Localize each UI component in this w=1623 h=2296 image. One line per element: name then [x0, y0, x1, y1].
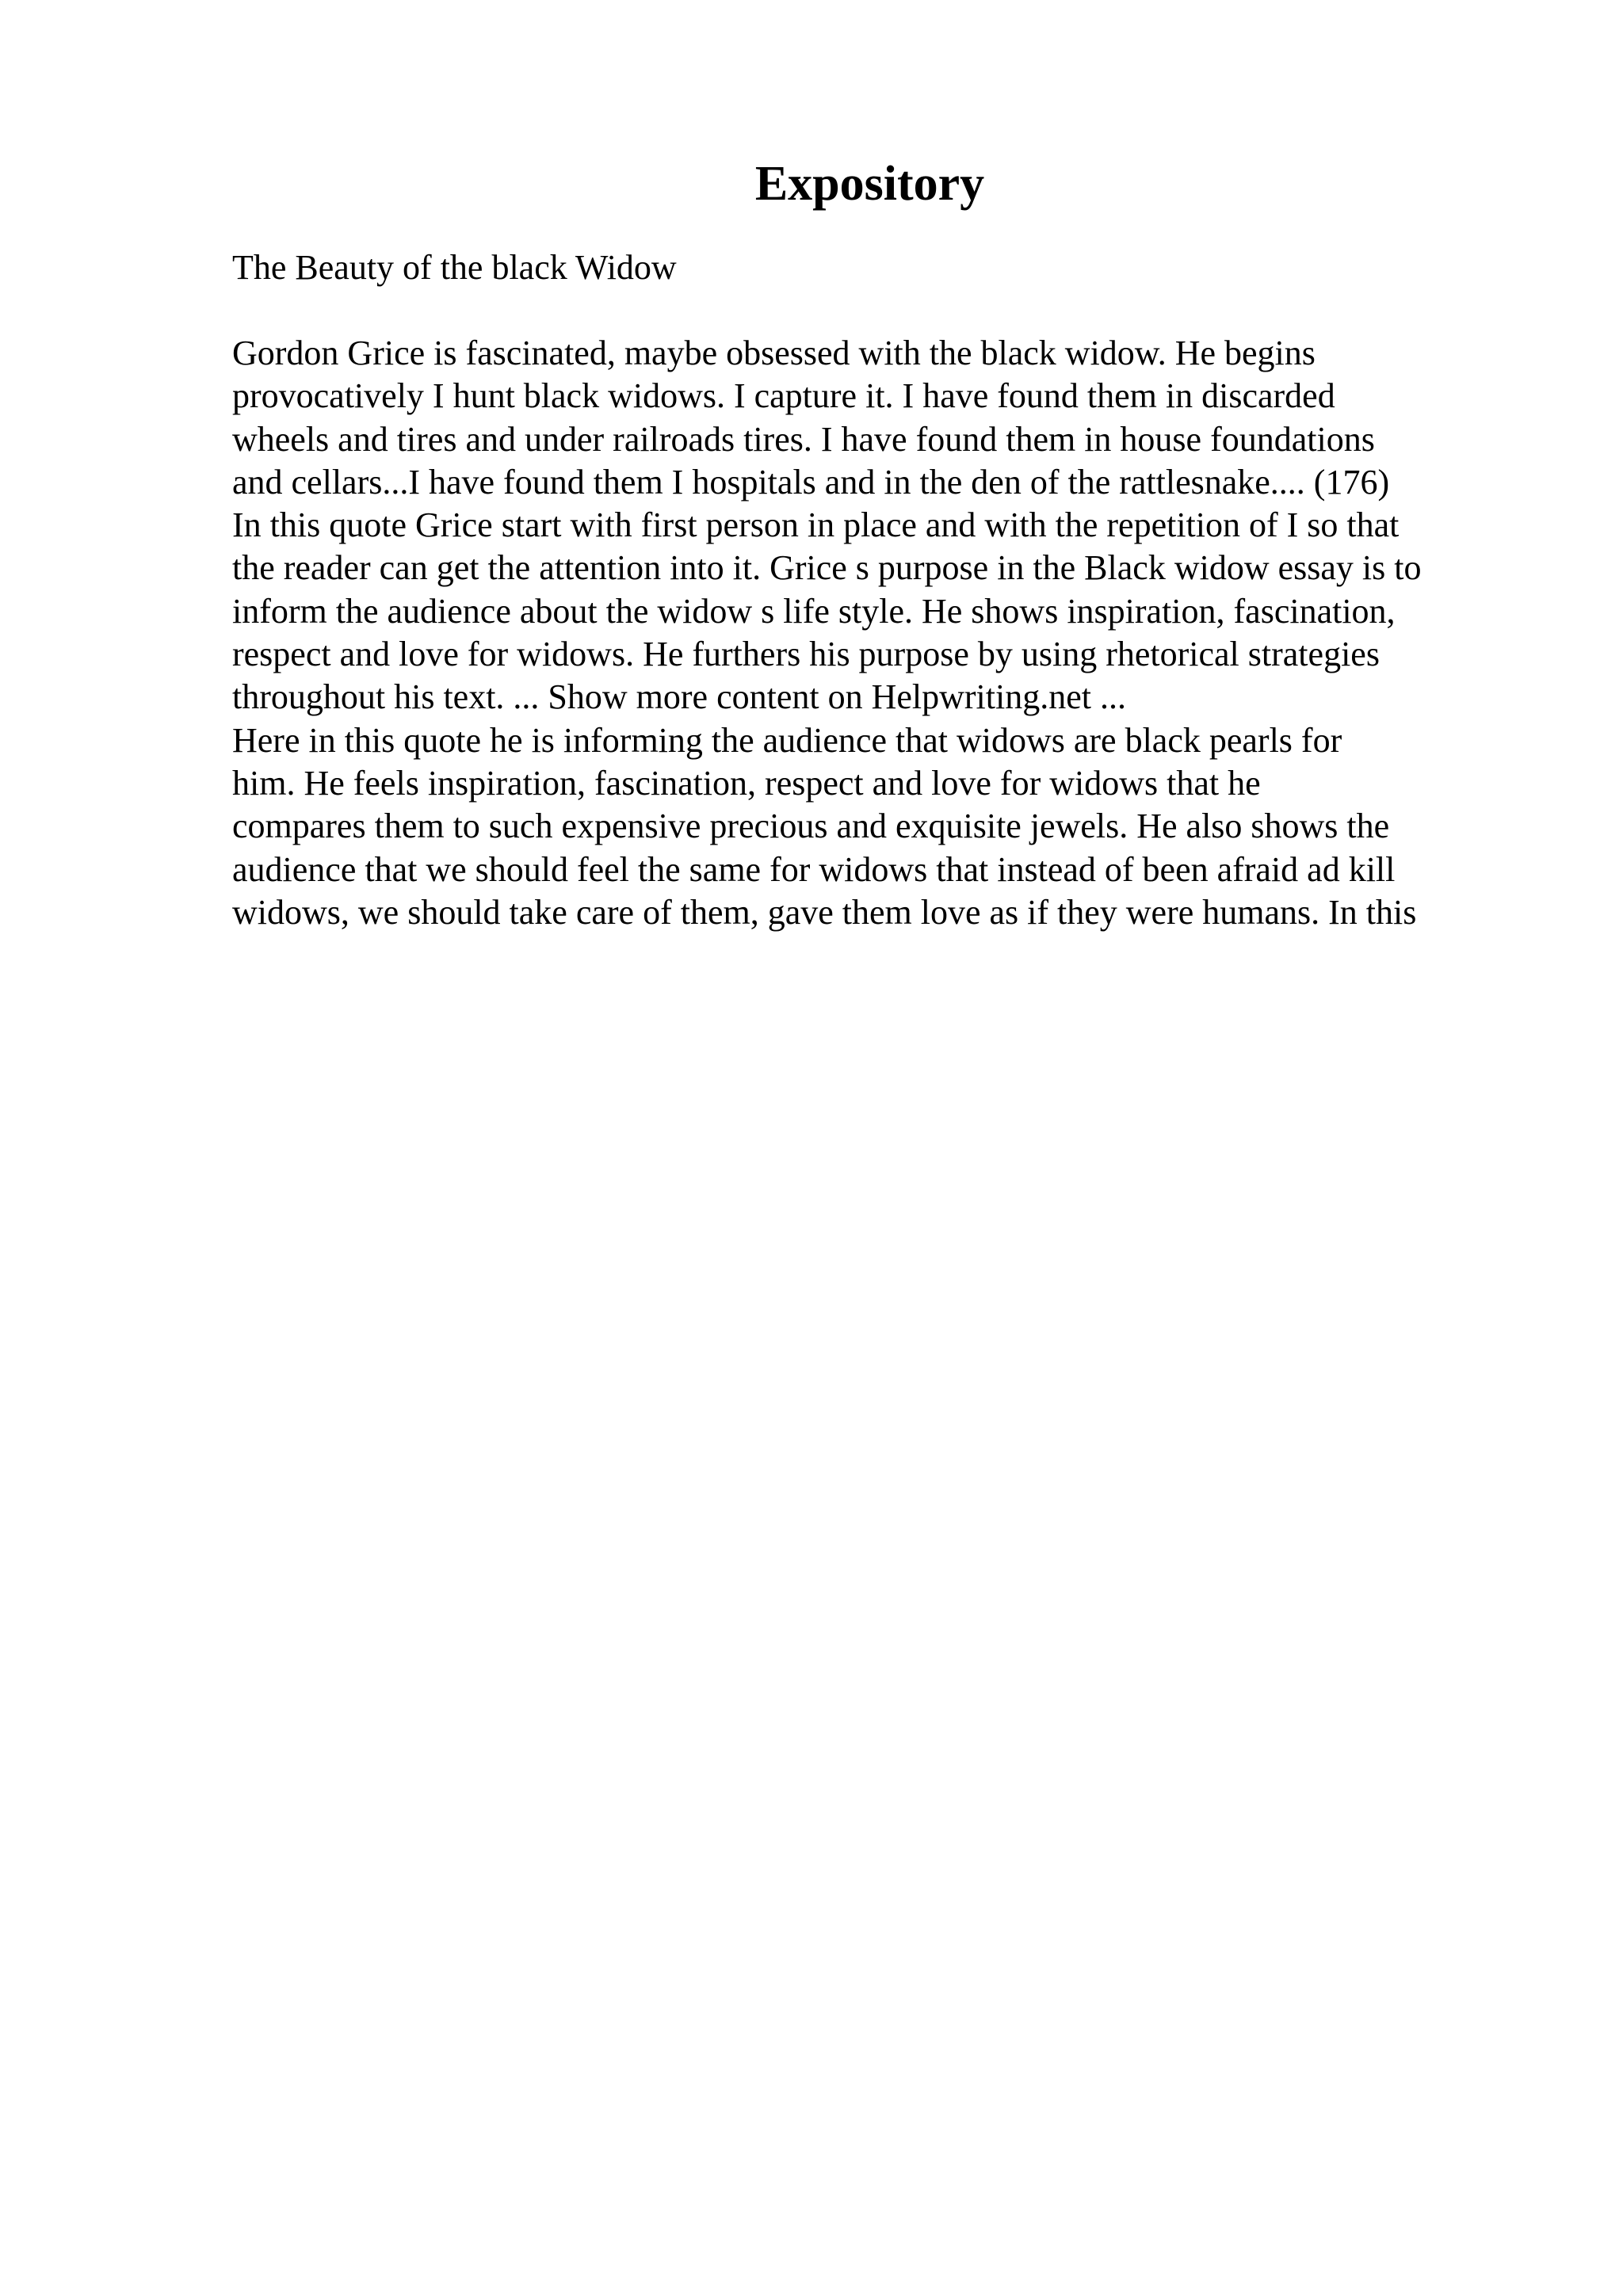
body-line: inform the audience about the widow s life style. He shows inspiration, fascination,	[232, 591, 1396, 631]
body-line: compares them to such expensive precious and exquisite jewels. He also shows the	[232, 807, 1390, 846]
body-line: audience that we should feel the same for widows that instead of been afraid ad kill	[232, 849, 1396, 889]
body-line: Here in this quote he is informing the audience that widows are black pearls for	[232, 720, 1342, 760]
body-line: wheels and tires and under railroads tires. I have found them in house foundations	[232, 419, 1375, 459]
body-line: In this quote Grice start with first person in place and with the repetition of I so that	[232, 505, 1400, 545]
document-title: Expository	[754, 157, 985, 211]
document-subtitle: The Beauty of the black Widow	[232, 248, 677, 287]
body-line: and cellars...I have found them I hospitals and in the den of the rattlesnake.... (176)	[232, 462, 1390, 502]
body-line: throughout his text. ... Show more content on Helpwriting.net ...	[232, 677, 1126, 717]
body-line: Gordon Grice is fascinated, maybe obsessed with the black widow. He begins	[232, 334, 1316, 372]
body-line: provocatively I hunt black widows. I capture it. I have found them in discarded	[232, 376, 1335, 416]
document-body	[232, 332, 1595, 934]
body-line: the reader can get the attention into it. Grice s purpose in the Black widow essay is to	[232, 548, 1422, 588]
body-line: widows, we should take care of them, gave them love as if they were humans. In this	[232, 892, 1417, 932]
body-line: respect and love for widows. He furthers his purpose by using rhetorical strategies	[232, 635, 1380, 674]
body-line: him. He feels inspiration, fascination, respect and love for widows that he	[232, 763, 1261, 803]
